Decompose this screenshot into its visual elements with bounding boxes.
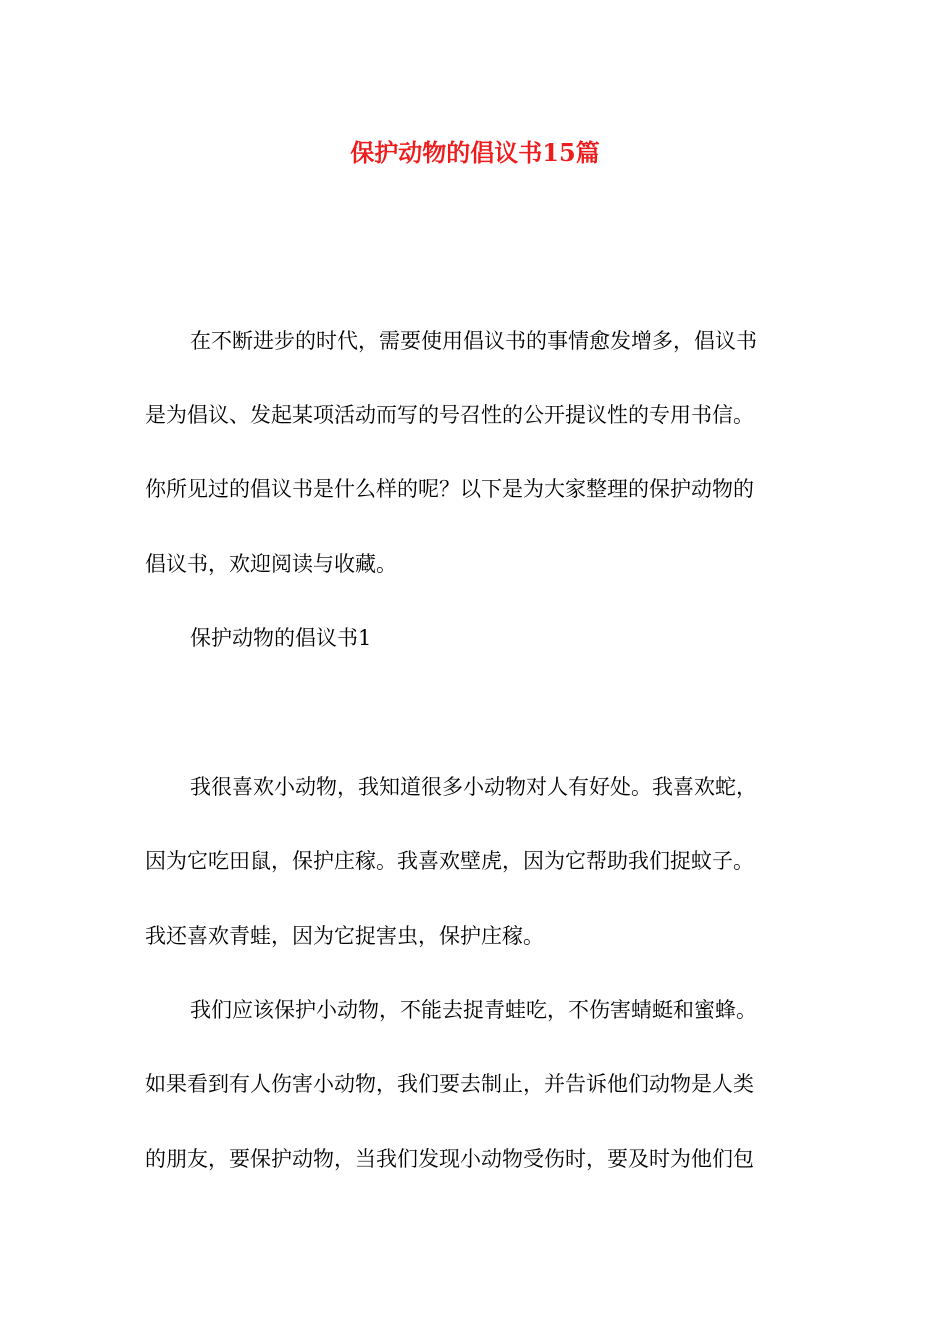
paragraph-line: 倡议书，欢迎阅读与收藏。 xyxy=(145,552,397,576)
document-title: 保护动物的倡议书15篇 xyxy=(350,138,600,167)
paragraph-line: 如果看到有人伤害小动物，我们要去制止，并告诉他们动物是人类 xyxy=(145,1072,754,1096)
paragraph-line: 我还喜欢青蛙，因为它捉害虫，保护庄稼。 xyxy=(145,924,544,948)
paragraph-line: 我们应该保护小动物，不能去捉青蛙吃，不伤害蜻蜓和蜜蜂。 xyxy=(190,998,757,1022)
section-heading: 保护动物的倡议书1 xyxy=(190,626,372,650)
paragraph-line: 是为倡议、发起某项活动而写的号召性的公开提议性的专用书信。 xyxy=(145,403,754,427)
paragraph-line: 的朋友，要保护动物，当我们发现小动物受伤时，要及时为他们包 xyxy=(145,1147,754,1171)
paragraph-line: 我很喜欢小动物，我知道很多小动物对人有好处。我喜欢蛇， xyxy=(190,775,757,799)
paragraph-line: 在不断进步的时代，需要使用倡议书的事情愈发增多，倡议书 xyxy=(190,329,757,353)
paragraph-line: 因为它吃田鼠，保护庄稼。我喜欢壁虎，因为它帮助我们捉蚊子。 xyxy=(145,849,754,873)
paragraph-line: 你所见过的倡议书是什么样的呢？以下是为大家整理的保护动物的 xyxy=(145,477,754,501)
